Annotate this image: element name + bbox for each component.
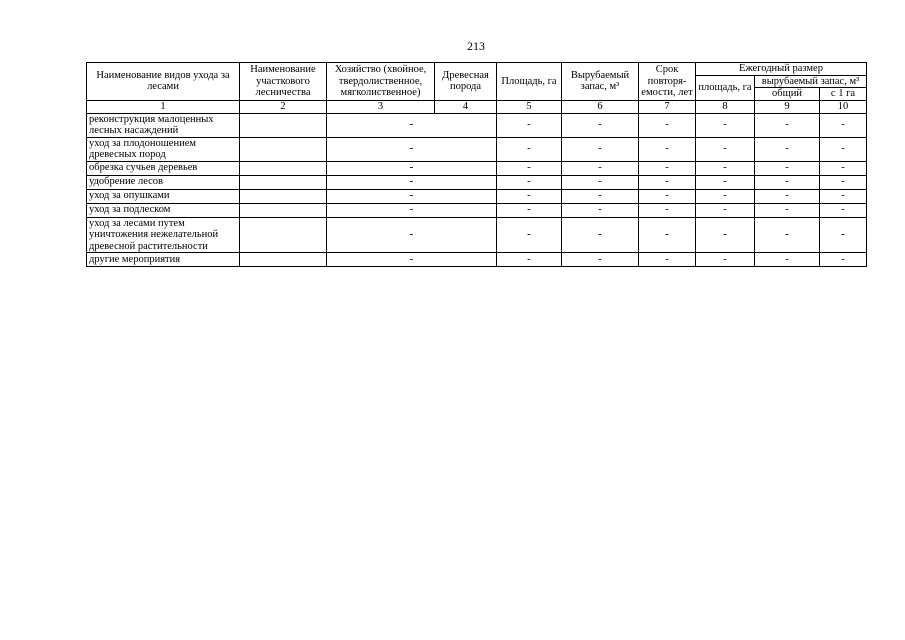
cell-area: -: [497, 113, 562, 137]
cell-volume-total: -: [755, 217, 820, 253]
column-number: 1: [87, 100, 240, 113]
cell-volume-total: -: [755, 189, 820, 203]
cell-forestry: [240, 113, 327, 137]
cell-economy-species: -: [327, 203, 497, 217]
cell-repeat-period: -: [639, 253, 696, 267]
table-row: [87, 217, 867, 253]
table-row: [87, 203, 867, 217]
cell-economy-species: -: [327, 189, 497, 203]
page-number: 213: [467, 39, 485, 53]
cell-volume: -: [562, 175, 639, 189]
cell-forestry: [240, 161, 327, 175]
header-care-type: Наименование видов ухода за лесами: [87, 63, 240, 101]
column-number: 5: [497, 100, 562, 113]
cell-area: -: [497, 137, 562, 161]
cell-volume-total: -: [755, 137, 820, 161]
table-body: [87, 113, 867, 267]
cell-volume: -: [562, 161, 639, 175]
cell-annual-area: -: [696, 203, 755, 217]
column-number: 9: [755, 100, 820, 113]
cell-forestry: [240, 189, 327, 203]
cell-economy-species: -: [327, 161, 497, 175]
cell-volume-total: -: [755, 203, 820, 217]
cell-area: -: [497, 253, 562, 267]
cell-volume: -: [562, 137, 639, 161]
cell-volume: -: [562, 217, 639, 253]
cell-area: -: [497, 175, 562, 189]
column-number: 7: [639, 100, 696, 113]
column-number: 10: [820, 100, 867, 113]
cell-annual-area: -: [696, 137, 755, 161]
cell-repeat-period: -: [639, 113, 696, 137]
row-name: уход за подлеском: [87, 203, 240, 217]
cell-volume-total: -: [755, 113, 820, 137]
cell-forestry: [240, 137, 327, 161]
cell-forestry: [240, 203, 327, 217]
cell-repeat-period: -: [639, 217, 696, 253]
cell-volume-total: -: [755, 253, 820, 267]
column-number-row: [87, 100, 867, 113]
column-number: 4: [435, 100, 497, 113]
cell-volume-per-ha: -: [820, 203, 867, 217]
cell-economy-species: -: [327, 253, 497, 267]
forest-care-table: [86, 62, 867, 267]
cell-annual-area: -: [696, 113, 755, 137]
cell-economy-species: -: [327, 113, 497, 137]
header-repeat-period: Срок повторя-емости, лет: [639, 63, 696, 101]
cell-area: -: [497, 203, 562, 217]
cell-annual-area: -: [696, 253, 755, 267]
cell-volume-total: -: [755, 175, 820, 189]
header-volume-total: общий: [755, 88, 820, 101]
row-name: удобрение лесов: [87, 175, 240, 189]
cell-volume-per-ha: -: [820, 161, 867, 175]
header-forestry: Наименование участкового лесничества: [240, 63, 327, 101]
cell-forestry: [240, 175, 327, 189]
cell-annual-area: -: [696, 189, 755, 203]
column-number: 2: [240, 100, 327, 113]
cell-volume-per-ha: -: [820, 175, 867, 189]
row-name: уход за плодоношением древесных пород: [87, 137, 240, 161]
table-row: [87, 189, 867, 203]
cell-volume-total: -: [755, 161, 820, 175]
cell-volume-per-ha: -: [820, 189, 867, 203]
header-volume-per-ha: с 1 га: [820, 88, 867, 101]
cell-economy-species: -: [327, 175, 497, 189]
cell-area: -: [497, 189, 562, 203]
cell-repeat-period: -: [639, 189, 696, 203]
header-economy: Хозяйство (хвойное, твердолиственное, мягколиственное): [327, 63, 435, 101]
row-name: реконструкция малоценных лесных насаждений: [87, 113, 240, 137]
cell-volume-per-ha: -: [820, 217, 867, 253]
table-row: [87, 137, 867, 161]
table-row: [87, 161, 867, 175]
header-annual-volume: вырубаемый запас, м³: [755, 75, 867, 88]
row-name: уход за опушками: [87, 189, 240, 203]
header-species: Древесная порода: [435, 63, 497, 101]
column-number: 3: [327, 100, 435, 113]
table-row: [87, 113, 867, 137]
cell-economy-species: -: [327, 137, 497, 161]
column-number: 6: [562, 100, 639, 113]
cell-repeat-period: -: [639, 137, 696, 161]
cell-repeat-period: -: [639, 203, 696, 217]
cell-volume-per-ha: -: [820, 113, 867, 137]
column-number: 8: [696, 100, 755, 113]
cell-annual-area: -: [696, 161, 755, 175]
row-name: обрезка сучьев деревьев: [87, 161, 240, 175]
header-area: Площадь, га: [497, 63, 562, 101]
cell-volume: -: [562, 189, 639, 203]
cell-volume: -: [562, 203, 639, 217]
cell-repeat-period: -: [639, 161, 696, 175]
header-volume: Вырубаемый запас, м³: [562, 63, 639, 101]
cell-annual-area: -: [696, 175, 755, 189]
header-annual-size: Ежегодный размер: [696, 63, 867, 76]
cell-volume-per-ha: -: [820, 253, 867, 267]
cell-area: -: [497, 161, 562, 175]
cell-area: -: [497, 217, 562, 253]
table-row: [87, 253, 867, 267]
cell-volume: -: [562, 253, 639, 267]
header-annual-area: площадь, га: [696, 75, 755, 100]
cell-volume: -: [562, 113, 639, 137]
cell-volume-per-ha: -: [820, 137, 867, 161]
table-header: [87, 63, 867, 114]
cell-forestry: [240, 253, 327, 267]
table-row: [87, 175, 867, 189]
cell-forestry: [240, 217, 327, 253]
row-name: уход за лесами путем уничтожения нежелательной древесной растительности: [87, 217, 240, 253]
cell-economy-species: -: [327, 217, 497, 253]
cell-annual-area: -: [696, 217, 755, 253]
row-name: другие мероприятия: [87, 253, 240, 267]
cell-repeat-period: -: [639, 175, 696, 189]
